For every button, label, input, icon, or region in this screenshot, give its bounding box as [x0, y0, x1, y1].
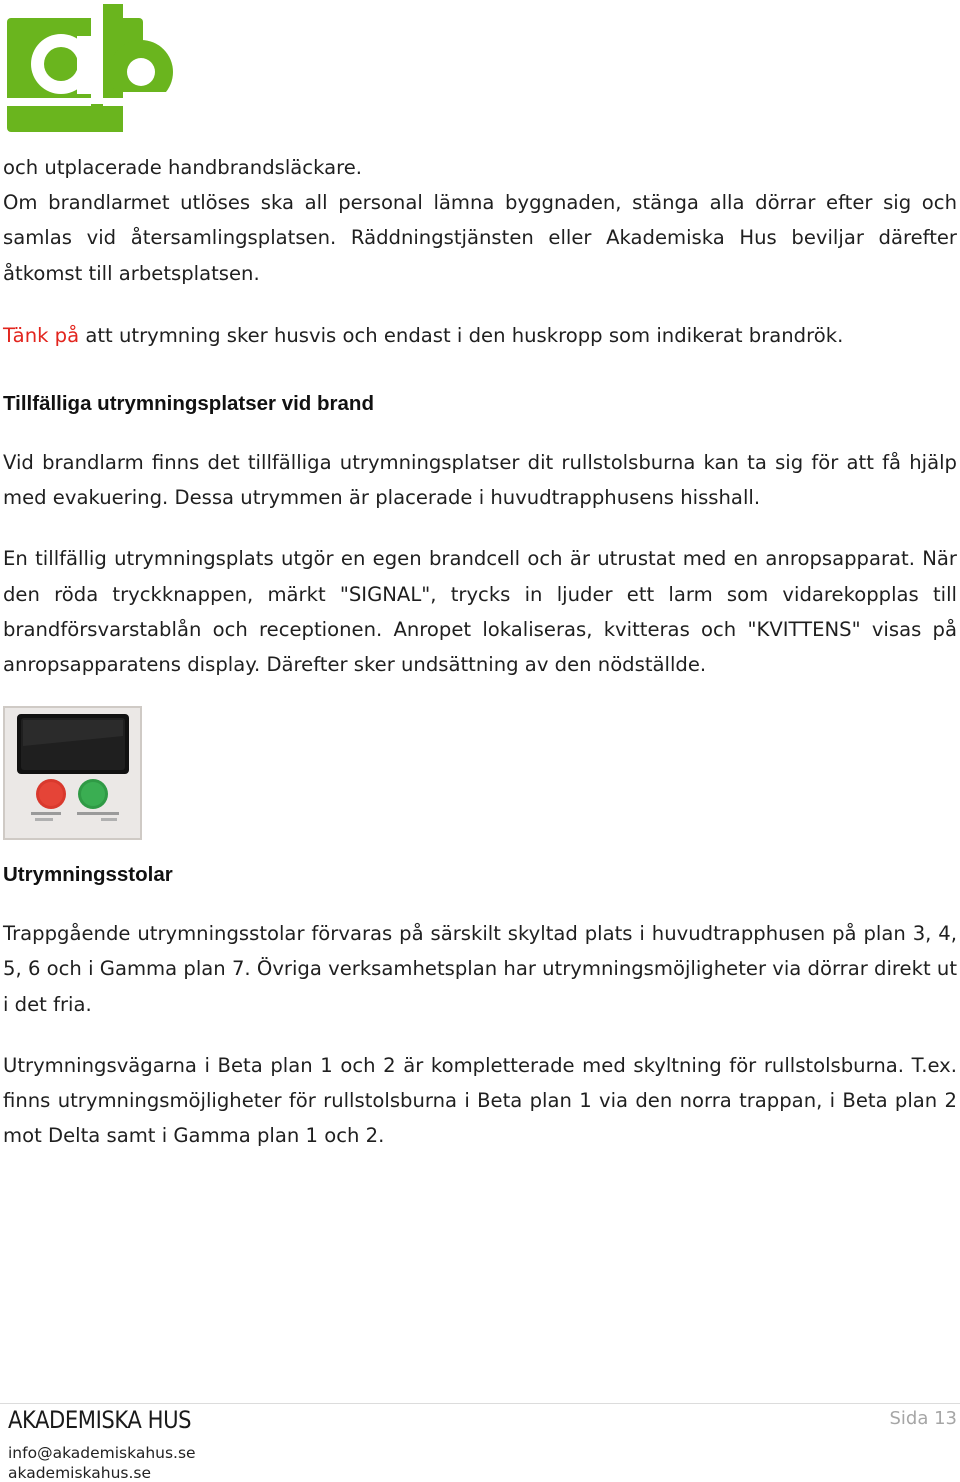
footer-website[interactable]: akademiskahus.se	[8, 1464, 152, 1482]
think-paragraph	[3, 318, 957, 353]
footer-divider	[0, 1403, 960, 1404]
temporary-evacuation-paragraph-2: En tillfällig utrymningsplats utgör en egen brandcell och är utrustat med en anropsapparat. När den röda tryckknappen, märkt "SIGNAL", trycks in ljuder ett larm som vidarekopplas till brandförsvarstablån och receptionen. Anropet lokaliseras, kvitteras och "KVITTENS" visas på anropsapparatens display. Därefter sker undsättning av den nödställde.	[3, 547, 957, 677]
call-device-photo-icon	[3, 706, 142, 840]
akademiska-hus-logo-icon	[3, 2, 173, 134]
intro-text: och utplacerade handbrandsläckare.	[3, 156, 362, 179]
document-body	[3, 150, 957, 1153]
footer-brand-name: AKADEMISKA HUS	[8, 1406, 192, 1434]
evacuation-chairs-paragraph-1: Trappgående utrymningsstolar förvaras på särskilt skyltad plats i huvudtrapphusen på plan 3, 4, 5, 6 och i Gamma plan 7. Övriga verksamhetsplan har utrymningsmöjligheter via dörrar direkt ut i det fria.	[3, 922, 957, 1016]
heading-temporary-evacuation: Tillfälliga utrymningsplatser vid brand	[3, 392, 374, 416]
alarm-paragraph: Om brandlarmet utlöses ska all personal lämna byggnaden, stänga alla dörrar efter sig och samlas vid återsamlingsplatsen. Räddningstjänsten eller Akademiska Hus beviljar därefter åtkomst till arbetsplatsen.	[3, 191, 957, 285]
footer-email[interactable]: info@akademiskahus.se	[8, 1444, 196, 1462]
page-number: Sida 13	[889, 1408, 957, 1429]
evacuation-chairs-paragraph-2: Utrymningsvägarna i Beta plan 1 och 2 är kompletterade med skyltning för rullstolsburna. T.ex. finns utrymningsmöjligheter för rullstolsburna i Beta plan 1 via den norra trappan, i Beta plan 2 mot Delta samt i Gamma plan 1 och 2.	[3, 1053, 957, 1148]
temporary-evacuation-paragraph-1: Vid brandlarm finns det tillfälliga utrymningsplatser dit rullstolsburna kan ta sig för att få hjälp med evakuering. Dessa utrymmen är placerade i huvudtrapphusens hisshall.	[3, 451, 957, 510]
heading-evacuation-chairs: Utrymningsstolar	[3, 863, 173, 887]
think-rest: att utrymning sker husvis och endast i den huskropp som indikerat brandrök.	[79, 323, 844, 347]
think-highlight: Tänk på	[3, 323, 80, 347]
